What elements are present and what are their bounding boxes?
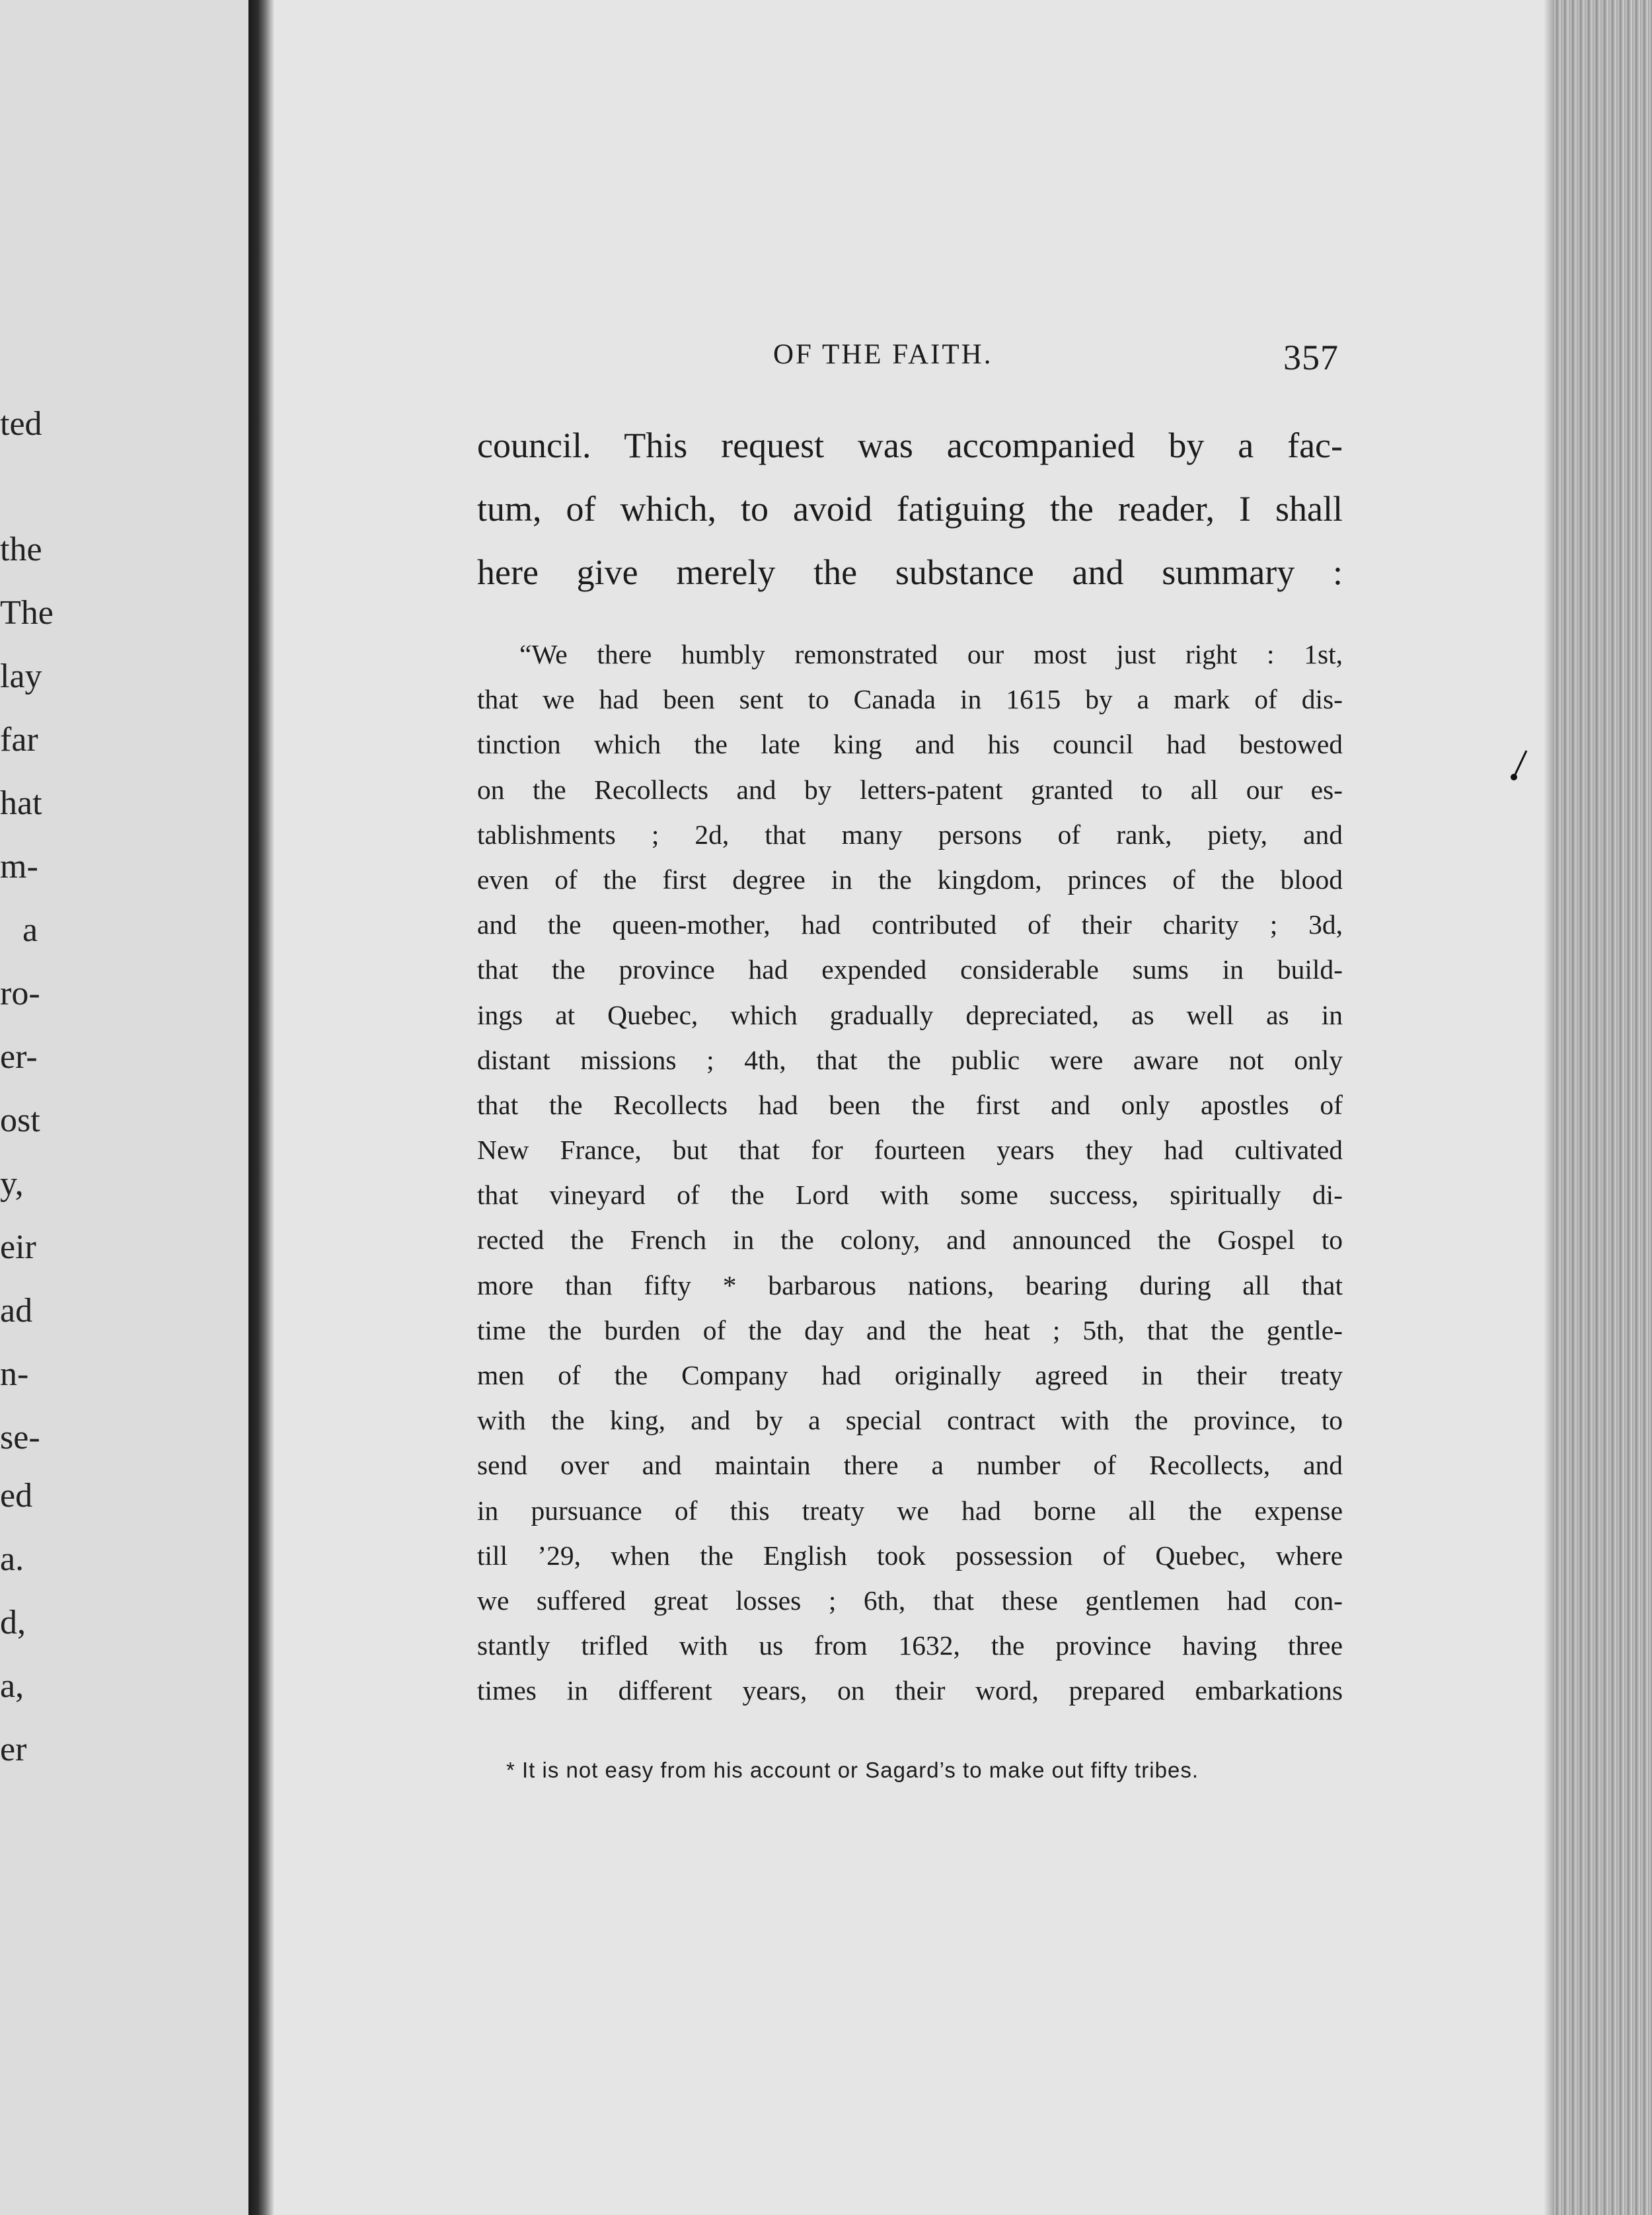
text-line: send over and maintain there a number of Recollects, and <box>477 1450 1343 1481</box>
quoted-paragraph <box>477 632 1343 1713</box>
left-page-fragment: a, <box>0 1667 24 1705</box>
text-line: New France, but that for fourteen years they had cultivated <box>477 1135 1343 1166</box>
left-page-fragment: ted <box>0 405 42 443</box>
text-line: that the Recollects had been the first and only apostles of <box>477 1089 1343 1120</box>
intro-paragraph <box>477 414 1343 604</box>
left-page-fragment: er- <box>0 1038 38 1076</box>
text-line: on the Recollects and by letters-patent granted to all our es- <box>477 774 1343 805</box>
text-line: that vineyard of the Lord with some success, spiritually di- <box>477 1180 1343 1211</box>
text-line: we suffered great losses ; 6th, that these gentlemen had con- <box>477 1585 1343 1616</box>
text-line: council. This request was accompanied by a fac- <box>477 426 1343 465</box>
text-line: distant missions ; 4th, that the public were aware not only <box>477 1044 1343 1075</box>
text-line: men of the Company had originally agreed in their treaty <box>477 1360 1343 1390</box>
page-number: 357 <box>1283 338 1339 377</box>
text-line: “We there humbly remonstrated our most just right : 1st, <box>519 639 1343 669</box>
text-line: in pursuance of this treaty we had borne all the expense <box>477 1495 1343 1526</box>
left-page-fragment: y, <box>0 1165 24 1203</box>
ink-mark-icon <box>1509 749 1532 782</box>
left-page-fragment: The <box>0 594 54 632</box>
text-line: till ’29, when the English took possession of Quebec, where <box>477 1540 1343 1571</box>
running-head: OF THE FAITH. <box>773 339 993 370</box>
text-line: that the province had expended considerable sums in build- <box>477 954 1343 985</box>
text-line: times in different years, on their word, prepared embarkations <box>477 1675 1343 1706</box>
left-page-fragment: hat <box>0 784 42 822</box>
text-line: ings at Quebec, which gradually depreciated, as well as in <box>477 999 1343 1030</box>
left-page-fragment: ro- <box>0 975 40 1012</box>
page-block-edge <box>1553 0 1652 2215</box>
text-line: that we had been sent to Canada in 1615 by a mark of dis- <box>477 684 1343 715</box>
text-line: even of the first degree in the kingdom, princes of the blood <box>477 864 1343 895</box>
left-page-fragment: se- <box>0 1419 40 1456</box>
left-page-fragment: a. <box>0 1540 24 1578</box>
left-page-fragment: far <box>0 721 38 759</box>
book-gutter <box>248 0 274 2215</box>
left-page-fragment: the <box>0 531 42 568</box>
footnote: * It is not easy from his account or Sagard’s to make out fifty tribes. <box>506 1758 1199 1782</box>
left-page-fragment: er <box>0 1731 27 1768</box>
left-page-fragment: eir <box>0 1228 36 1266</box>
left-page-fragment: ost <box>0 1102 40 1139</box>
left-page-fragment: a <box>22 911 38 949</box>
previous-page <box>0 0 250 2215</box>
text-line: rected the French in the colony, and announced the Gospel to <box>477 1224 1343 1256</box>
text-line: tum, of which, to avoid fatiguing the reader, I shall <box>477 489 1343 529</box>
text-line: time the burden of the day and the heat ; 5th, that the gentle- <box>477 1314 1343 1345</box>
text-line: tinction which the late king and his council had bestowed <box>477 729 1343 760</box>
left-page-fragment: ed <box>0 1477 33 1515</box>
text-line: here give merely the substance and summary : <box>477 552 1343 592</box>
text-line: and the queen-mother, had contributed of their charity ; 3d, <box>477 909 1343 940</box>
left-page-fragment: n- <box>0 1355 29 1393</box>
left-page-fragment: m- <box>0 848 38 885</box>
text-line: more than fifty * barbarous nations, bearing during all that <box>477 1269 1343 1300</box>
left-page-fragment: ad <box>0 1292 33 1330</box>
text-line: with the king, and by a special contract with the province, to <box>477 1405 1343 1436</box>
left-page-fragment: d, <box>0 1604 26 1641</box>
text-line: tablishments ; 2d, that many persons of rank, piety, and <box>477 819 1343 850</box>
left-page-fragment: lay <box>0 657 42 695</box>
text-line: stantly trifled with us from 1632, the province having three <box>477 1630 1343 1661</box>
